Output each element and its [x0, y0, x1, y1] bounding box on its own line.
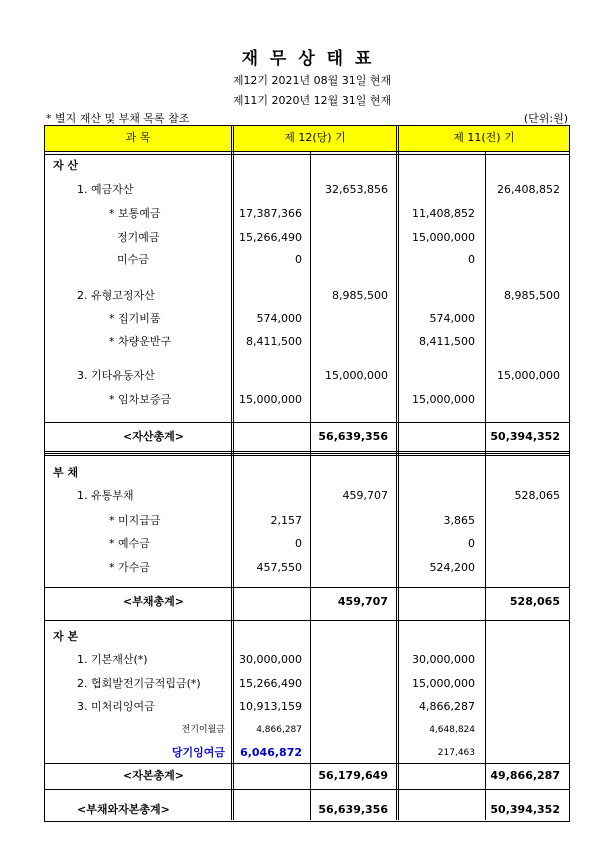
row-value-c2: 8,985,500: [332, 289, 388, 302]
row-value-c1: 30,000,000: [239, 653, 302, 666]
subtitle-current-period: 제12기 2021년 08월 31일 현재: [232, 74, 392, 87]
row-label: 미수금: [117, 253, 149, 266]
row-label: 2. 협회발전기금적립금(*): [77, 677, 201, 690]
row-value-c1: 8,411,500: [246, 335, 302, 348]
row-value-c4: 26,408,852: [497, 183, 560, 196]
row-value-c3: 11,408,852: [412, 207, 475, 220]
row-label: 3. 기타유동자산: [77, 369, 155, 382]
table-header: [45, 126, 569, 152]
row-label: 자 산: [53, 159, 79, 172]
row-value-c3: 217,463: [437, 748, 475, 758]
line-above-assets-total: [45, 422, 569, 423]
row-value-c4: 528,065: [514, 489, 560, 502]
row-value-c4: 49,866,287: [490, 769, 560, 782]
row-label: * 임차보증금: [109, 393, 172, 406]
subtitle-previous-period: 제11기 2020년 12월 31일 현재: [232, 94, 392, 107]
row-value-c4: 50,394,352: [490, 803, 560, 816]
row-value-c4: 8,985,500: [504, 289, 560, 302]
row-value-c3: 15,000,000: [412, 231, 475, 244]
row-value-c3: 30,000,000: [412, 653, 475, 666]
row-label: * 집기비품: [109, 312, 161, 325]
row-label: * 가수금: [109, 561, 150, 574]
row-value-c1: 10,913,159: [239, 700, 302, 713]
row-label: 부 채: [53, 466, 79, 479]
row-value-c2: 459,707: [342, 489, 388, 502]
row-value-c2: 15,000,000: [325, 369, 388, 382]
row-value-c1: 2,157: [270, 514, 302, 527]
row-label: 정기예금: [117, 231, 160, 244]
row-label: <부채와자본총계>: [77, 803, 170, 816]
divider-col-account: [231, 126, 234, 820]
row-value-c1: 17,387,366: [239, 207, 302, 220]
page-title: 재 무 상 태 표: [241, 49, 375, 69]
header-current-period: 제 12(당) 기: [284, 131, 346, 144]
divider-col-previous: [485, 152, 486, 820]
header-underline: [45, 154, 569, 155]
divider-col-periods: [396, 126, 399, 820]
row-value-c1: 15,000,000: [239, 393, 302, 406]
row-label: 전기이월금: [181, 725, 225, 735]
row-value-c3: 4,866,287: [419, 700, 475, 713]
row-value-c3: 15,000,000: [412, 677, 475, 690]
row-value-c1: 15,266,490: [239, 231, 302, 244]
row-label: 1. 예금자산: [77, 183, 134, 196]
row-value-c2: 56,179,649: [318, 769, 388, 782]
line-above-equity-total: [45, 763, 569, 764]
row-value-c3: 0: [468, 537, 475, 550]
row-value-c3: 3,865: [443, 514, 475, 527]
row-value-c3: 8,411,500: [419, 335, 475, 348]
row-label: 당기잉여금: [171, 746, 225, 759]
row-value-c1: 0: [295, 253, 302, 266]
line-below-assets-total: [45, 455, 569, 456]
row-label: <부채총계>: [123, 595, 184, 608]
unit-label: (단위:원): [523, 112, 568, 125]
row-value-c1: 0: [295, 537, 302, 550]
row-value-c3: 15,000,000: [412, 393, 475, 406]
line-above-liabilities-total: [45, 587, 569, 588]
balance-sheet-table: [44, 125, 570, 822]
row-label: <자산총계>: [123, 430, 184, 443]
row-label: * 예수금: [109, 537, 150, 550]
row-label: <자본총계>: [123, 769, 184, 782]
row-label: 1. 기본재산(*): [77, 653, 148, 666]
row-value-c4: 50,394,352: [490, 430, 560, 443]
header-account: 과 목: [125, 131, 151, 144]
row-value-c2: 56,639,356: [318, 430, 388, 443]
row-label: * 차량운반구: [109, 335, 172, 348]
row-label: * 보통예금: [109, 207, 161, 220]
line-below-equity-total: [45, 789, 569, 790]
note-reference: * 별지 재산 및 부채 목록 참조: [46, 112, 190, 125]
header-previous-period: 제 11(전) 기: [453, 131, 515, 144]
row-label: * 미지급금: [109, 514, 161, 527]
row-label: 1. 유통부채: [77, 489, 134, 502]
row-value-c3: 524,200: [429, 561, 475, 574]
divider-col-current: [310, 152, 311, 820]
row-value-c1: 15,266,490: [239, 677, 302, 690]
row-value-c1: 6,046,872: [240, 746, 302, 759]
row-label: 자 본: [53, 630, 79, 643]
row-value-c1: 457,550: [256, 561, 302, 574]
line-below-liabilities-total: [45, 620, 569, 621]
row-value-c3: 574,000: [429, 312, 475, 325]
row-value-c2: 32,653,856: [325, 183, 388, 196]
row-value-c4: 528,065: [509, 595, 560, 608]
row-value-c2: 459,707: [337, 595, 388, 608]
row-label: 3. 미처리잉여금: [77, 700, 155, 713]
row-value-c2: 56,639,356: [318, 803, 388, 816]
row-value-c3: 0: [468, 253, 475, 266]
row-value-c1: 574,000: [256, 312, 302, 325]
row-value-c4: 15,000,000: [497, 369, 560, 382]
row-label: 2. 유형고정자산: [77, 289, 155, 302]
section-divider-assets: [45, 451, 569, 454]
row-value-c1: 4,866,287: [256, 725, 302, 735]
row-value-c3: 4,648,824: [429, 725, 475, 735]
